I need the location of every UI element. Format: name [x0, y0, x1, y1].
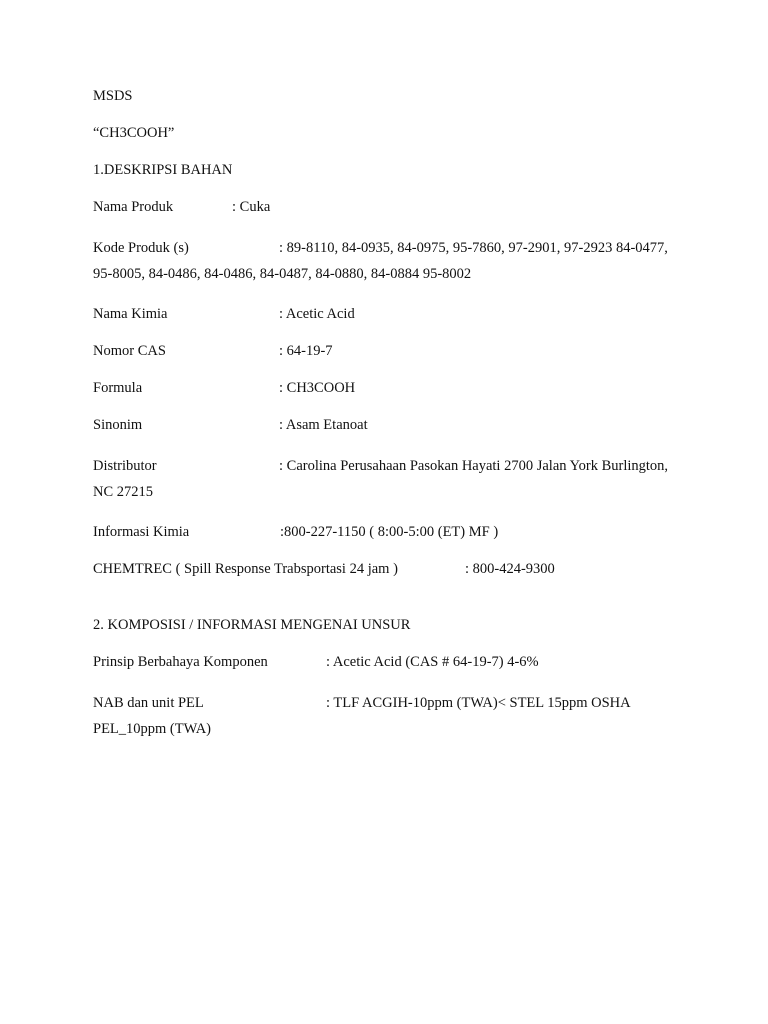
nama-produk-value: : Cuka — [232, 199, 271, 215]
section2-heading: 2. KOMPOSISI / INFORMASI MENGENAI UNSUR — [93, 617, 411, 633]
nama-kimia-value: : Acetic Acid — [279, 306, 355, 322]
section-spacer — [93, 597, 673, 616]
prinsip-value: : Acetic Acid (CAS # 64-19-7) 4-6% — [326, 654, 539, 670]
section1-heading: 1.DESKRIPSI BAHAN — [93, 162, 233, 178]
kode-produk-value: : 89-8110, 84-0935, 84-0975, 95-7860, 97-2901, 97-2923 84-0477, 95-8005, 84-0486, 84-0486, 84-0487, 84-0880, 84-0884 95-8002 — [93, 240, 668, 282]
compound-formula: “CH3COOH” — [93, 125, 175, 141]
nama-produk-label: Nama Produk — [93, 199, 174, 215]
formula-label: Formula — [93, 380, 143, 396]
kode-produk-label: Kode Produk (s) — [93, 240, 189, 256]
kode-produk-row — [93, 235, 673, 287]
informasi-kimia-value: :800-227-1150 ( 8:00-5:00 (ET) MF ) — [280, 524, 499, 540]
nab-value: : TLF ACGIH-10ppm (TWA)< STEL 15ppm OSHA PEL_10ppm (TWA) — [93, 695, 630, 737]
document-title: MSDS — [93, 88, 133, 104]
nomor-cas-row — [93, 342, 673, 361]
chemtrec-value: : 800-424-9300 — [465, 561, 555, 577]
prinsip-row — [93, 653, 673, 672]
prinsip-label: Prinsip Berbahaya Komponen — [93, 654, 268, 670]
nomor-cas-label: Nomor CAS — [93, 343, 166, 359]
sinonim-label: Sinonim — [93, 417, 143, 433]
nama-kimia-label: Nama Kimia — [93, 306, 168, 322]
nomor-cas-value: : 64-19-7 — [279, 343, 333, 359]
sinonim-value: : Asam Etanoat — [279, 417, 368, 433]
document-page — [93, 87, 673, 760]
nama-produk-row — [93, 198, 673, 217]
formula-value: : CH3COOH — [279, 380, 356, 396]
chemtrec-row — [93, 560, 673, 579]
sinonim-row — [93, 416, 673, 435]
distributor-value: : Carolina Perusahaan Pasokan Hayati 2700 Jalan York Burlington, NC 27215 — [93, 458, 669, 500]
chemtrec-label: CHEMTREC ( Spill Response Trabsportasi 24 jam ) — [93, 561, 398, 577]
informasi-kimia-row — [93, 523, 673, 542]
nama-kimia-row — [93, 305, 673, 324]
informasi-kimia-label: Informasi Kimia — [93, 524, 190, 540]
formula-row — [93, 379, 673, 398]
distributor-label: Distributor — [93, 458, 157, 474]
nab-row — [93, 690, 673, 742]
nab-label: NAB dan unit PEL — [93, 695, 204, 711]
distributor-row — [93, 453, 673, 505]
